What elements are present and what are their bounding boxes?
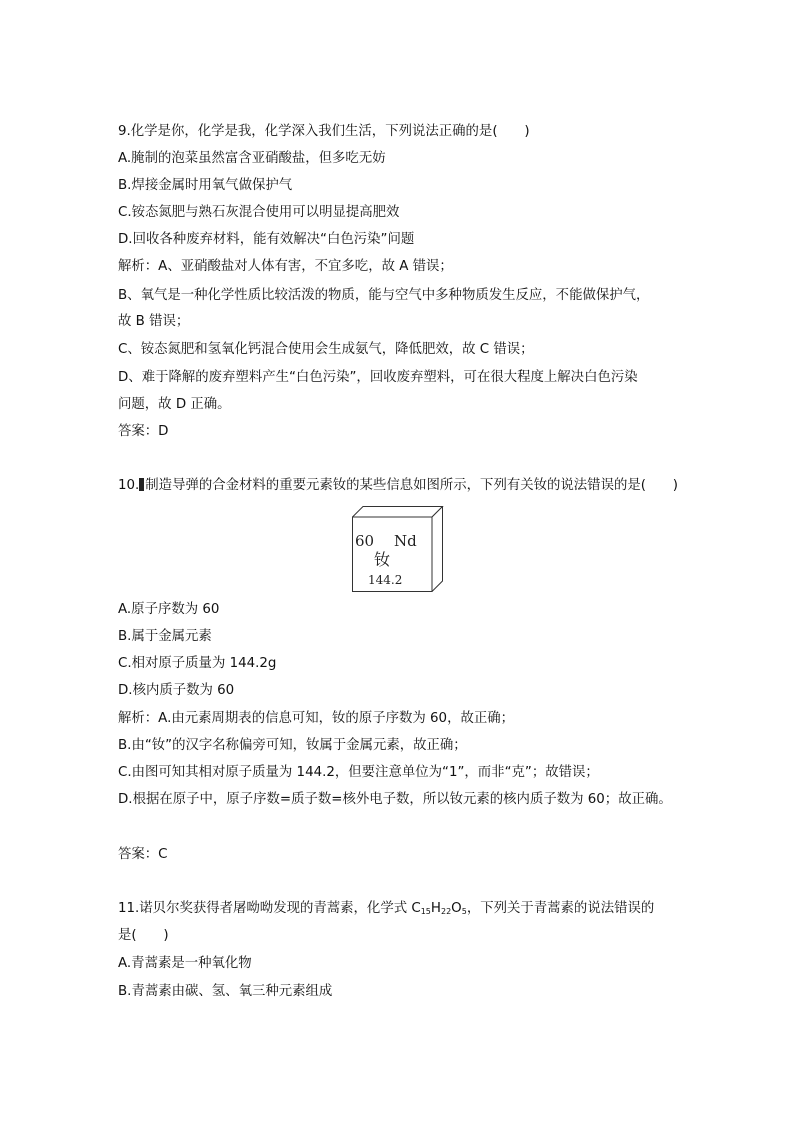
q10-option-a: A.原子序数为 60 [118, 602, 220, 617]
formula-element: H [430, 901, 441, 916]
q9-option-d: D.回收各种废弃材料，能有效解决“白色污染”问题 [118, 232, 415, 247]
formula-subscript: 5 [461, 907, 467, 916]
formula-element: O [451, 901, 462, 916]
q9-stem: 9.化学是你，化学是我，化学深入我们生活，下列说法正确的是( ) [118, 124, 530, 139]
q9-analysis-line: C、铵态氮肥和氢氧化钙混合使用会生成氨气，降低肥效，故 C 错误； [118, 342, 534, 357]
q10-analysis-line: D.根据在原子中，原子序数=质子数=核外电子数，所以钕元素的核内质子数为 60；故正确。 [118, 792, 672, 807]
formula-subscript: 15 [420, 907, 431, 916]
q10-option-d: D.核内质子数为 60 [118, 683, 235, 698]
q11-option-b: B.青蒿素由碳、氢、氧三种元素组成 [118, 984, 333, 999]
q10-stem-text: 制造导弹的合金材料的重要元素钕的某些信息如图所示，下列有关钕的说法错误的是( ) [145, 478, 678, 493]
q11-stem-text: ，下列关于青蒿素的说法错误的 [466, 901, 655, 916]
q10-answer: 答案：C [118, 847, 168, 862]
q9-analysis-line: 故 B 错误； [118, 314, 190, 329]
q10-number: 10. [118, 478, 140, 493]
q11-stem [118, 899, 654, 919]
q9-answer: 答案：D [118, 424, 169, 439]
q10-stem [118, 476, 678, 496]
element-name: 钕 [374, 550, 391, 569]
element-symbol: Nd [394, 532, 417, 550]
q10-option-c: C.相对原子质量为 144.2g [118, 656, 277, 671]
element-card-neodymium [352, 506, 444, 592]
q10-option-b: B.属于金属元素 [118, 629, 212, 644]
q9-analysis-line: 解析：A、亚硝酸盐对人体有害，不宜多吃，故 A 错误； [118, 259, 453, 274]
q10-analysis-line: B.由“钕”的汉字名称偏旁可知，钕属于金属元素，故正确； [118, 738, 467, 753]
q11-stem-text: 11.诺贝尔奖获得者屠呦呦发现的青蒿素，化学式 C [118, 901, 421, 916]
element-number: 60 [355, 532, 375, 550]
q10-analysis-line: C.由图可知其相对原子质量为 144.2，但要注意单位为“1”，而非“克”；故错误； [118, 765, 599, 780]
q11-option-a: A.青蒿素是一种氧化物 [118, 956, 252, 971]
q9-option-a: A.腌制的泡菜虽然富含亚硝酸盐，但多吃无妨 [118, 151, 386, 166]
q10-analysis-line: 解析：A.由元素周期表的信息可知，钕的原子序数为 60，故正确； [118, 711, 515, 726]
q9-analysis-line: D、难于降解的废弃塑料产生“白色污染”，回收废弃塑料，可在很大程度上解决白色污染 [118, 370, 638, 385]
q9-analysis-line: 问题，故 D 正确。 [118, 397, 231, 412]
element-mass: 144.2 [368, 573, 403, 587]
q9-analysis-line: B、氧气是一种化学性质比较活泼的物质，能与空气中多种物质发生反应，不能做保护气， [118, 288, 650, 303]
formula-subscript: 22 [440, 907, 452, 916]
q9-option-c: C.铵态氮肥与熟石灰混合使用可以明显提高肥效 [118, 205, 400, 220]
q9-option-b: B.焊接金属时用氧气做保护气 [118, 178, 293, 193]
q11-stem-continued: 是( ) [118, 928, 169, 943]
text-cursor-icon [139, 478, 144, 491]
